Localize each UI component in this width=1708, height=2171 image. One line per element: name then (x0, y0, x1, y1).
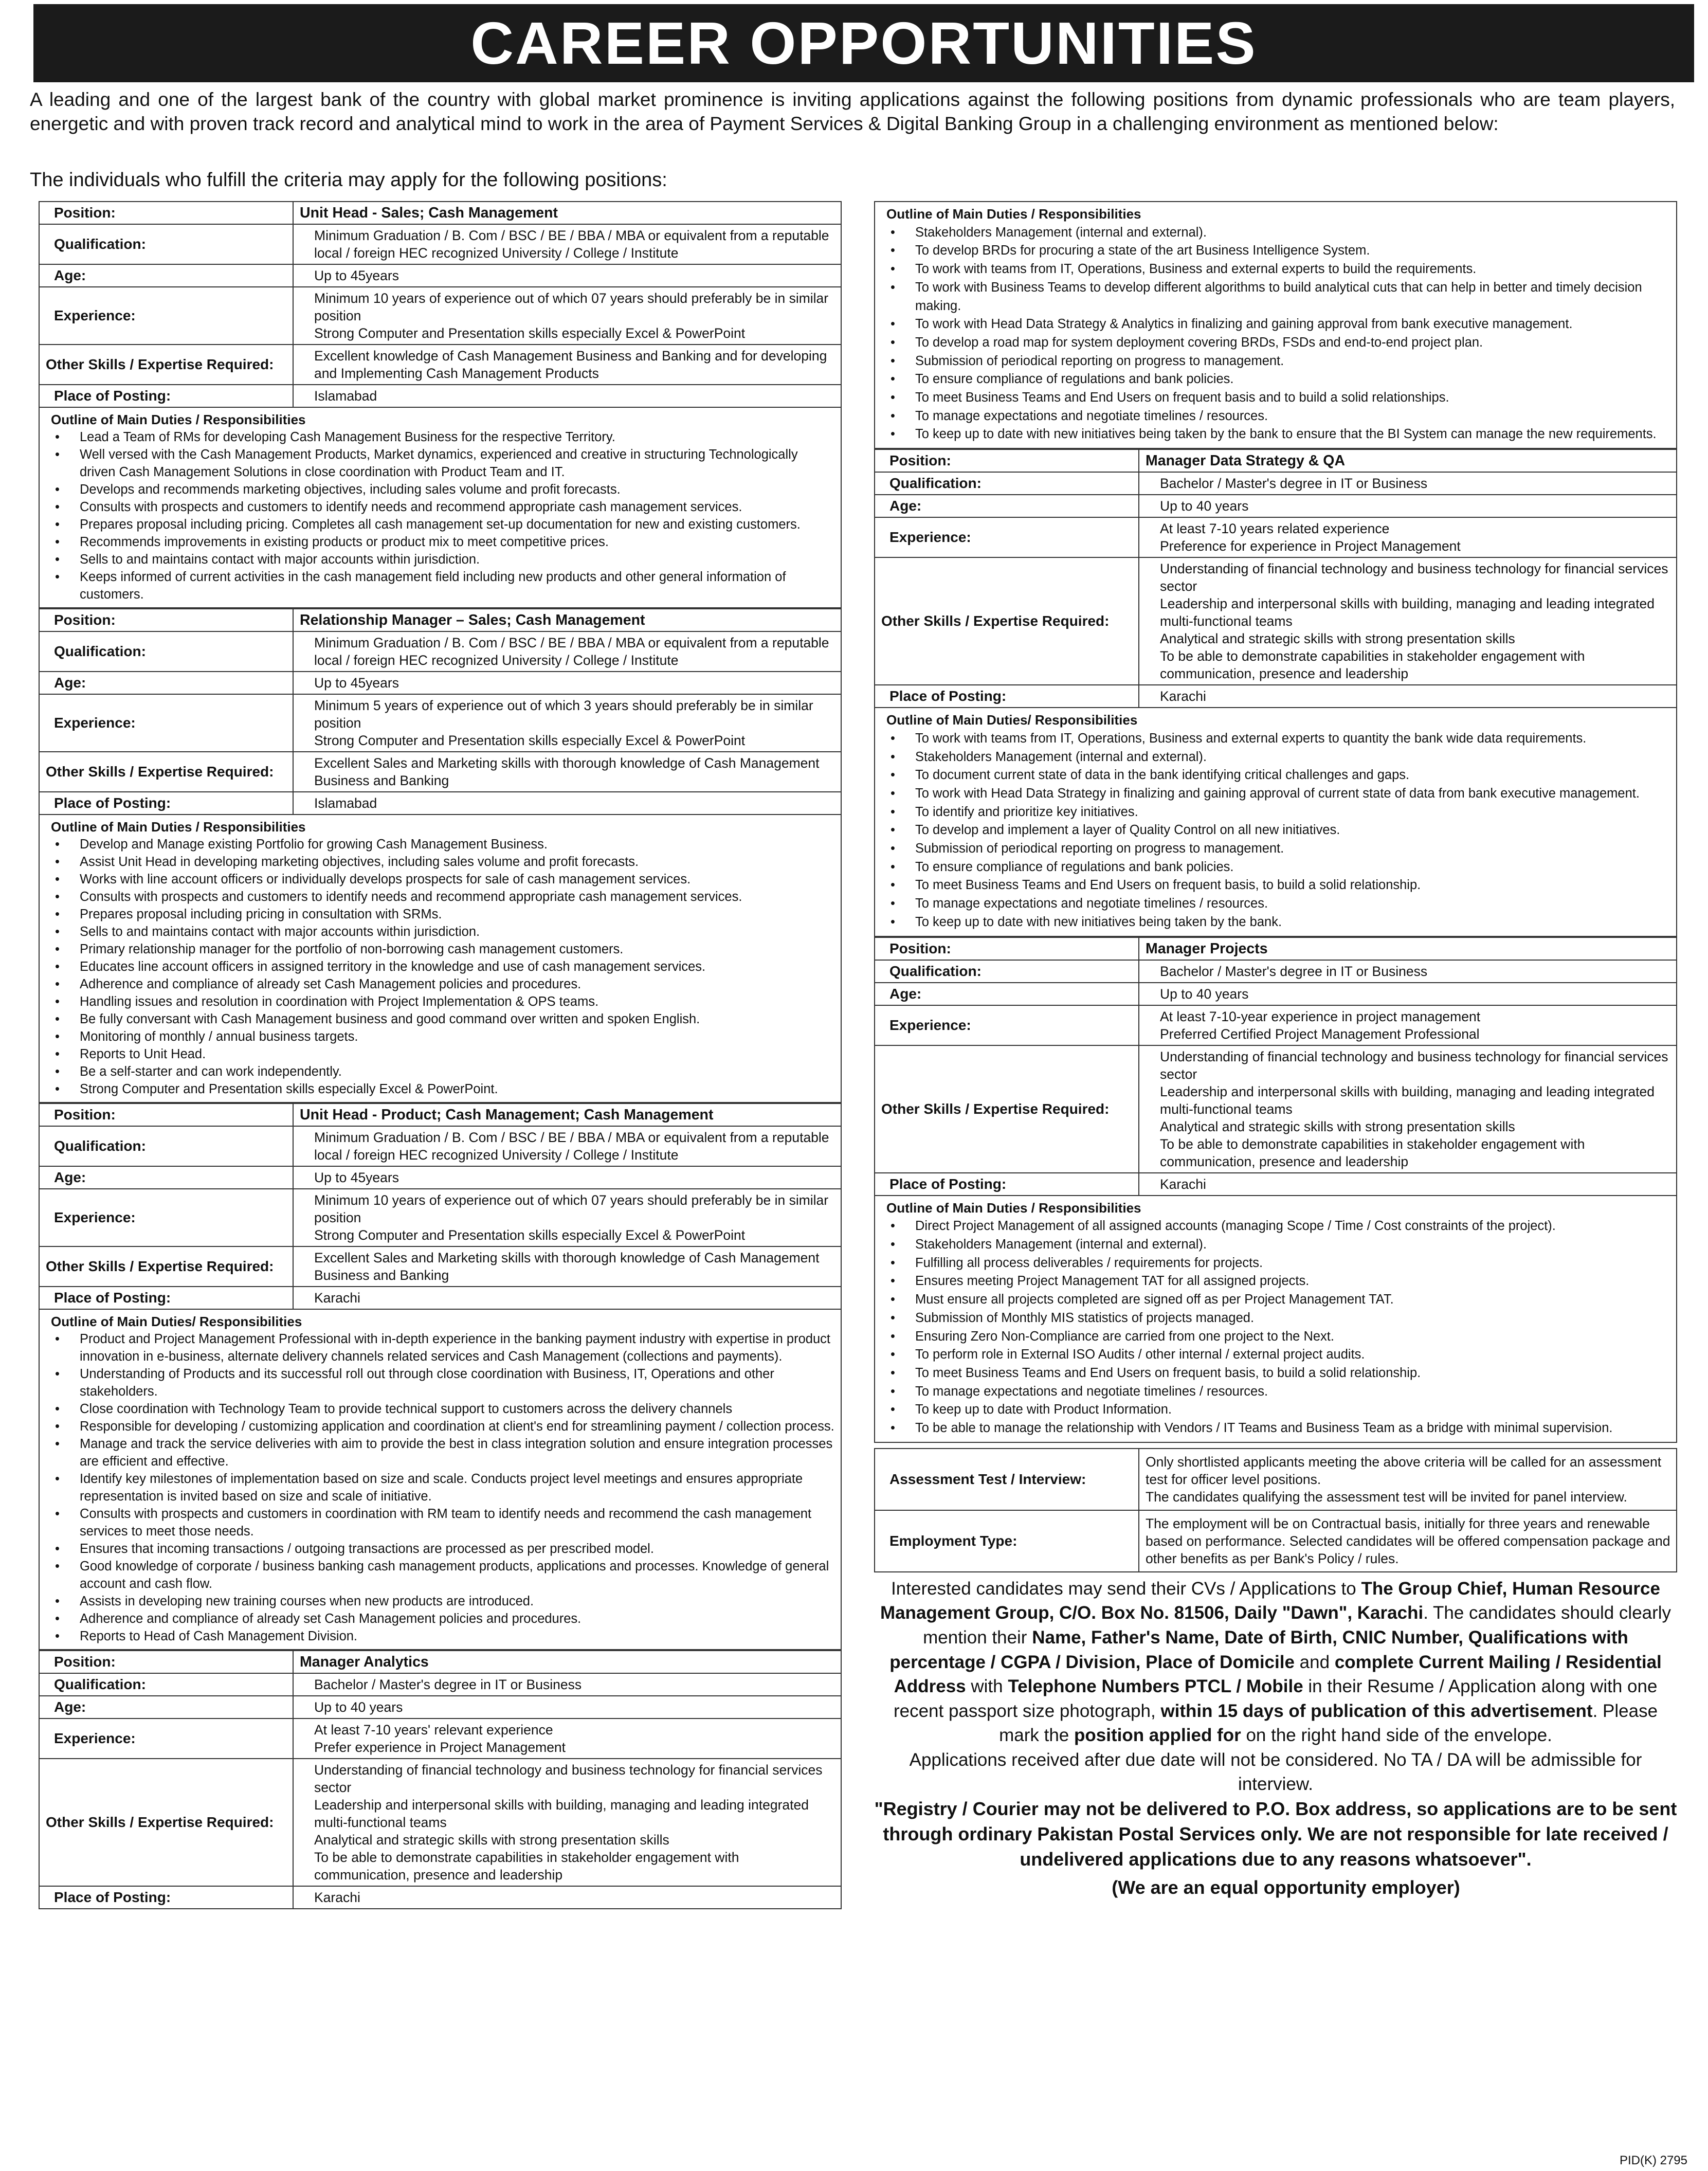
other-skills-value (293, 1759, 841, 1886)
instruction-fragment: Name, Father's Name, Date of Birth, CNIC Number, Qualifications with percentage / CGPA / Division, Place of Domicile (889, 1627, 1628, 1672)
other-skills-line: Excellent Sales and Marketing skills with thorough knowledge of Cash Management Business and Banking (314, 1250, 820, 1283)
duty-item: • Consults with prospects and customers in coordination with RM team to identify needs and recommend the cash management services to meet those needs. (51, 1505, 837, 1540)
position-label: Position: (39, 1103, 293, 1126)
experience-label: Experience: (39, 694, 293, 752)
place-value: Islamabad (293, 385, 841, 407)
duties-list (886, 730, 1672, 932)
age-value: Up to 40 years (1139, 983, 1677, 1005)
experience-value (293, 287, 841, 345)
place-value: Karachi (1139, 685, 1677, 708)
duty-item: • To meet Business Teams and End Users on frequent basis, to build a solid relationship. (886, 876, 1672, 895)
age-value: Up to 45years (293, 672, 841, 694)
place-value: Karachi (1139, 1173, 1677, 1196)
qualification-value: Bachelor / Master's degree in IT or Business (293, 1673, 841, 1696)
job-spec-table (39, 201, 842, 408)
other-skills-value (1139, 557, 1677, 685)
position-value: Unit Head - Product; Cash Management; Cash Management (293, 1103, 841, 1126)
duty-item: • Primary relationship manager for the portfolio of non-borrowing cash management customers. (51, 940, 837, 958)
qualification-value: Minimum Graduation / B. Com / BSC / BE / BBA / MBA or equivalent from a reputable local / foreign HEC recognized University / College / Institute (293, 1126, 841, 1166)
other-skills-value (293, 345, 841, 385)
experience-label: Experience: (875, 1005, 1139, 1045)
employment-type-value (1139, 1510, 1677, 1572)
experience-label: Experience: (39, 1718, 293, 1759)
intro-paragraph: A leading and one of the largest bank of the country with global market prominence is inviting applications against the following positions from dynamic professionals who are team players, energetic and with proven track record and analytical mind to work in the area of Payment Services & Digital Banking Group in a challenging environment as mentioned below: (30, 89, 1675, 134)
instruction-fragment: complete Current Mailing / Residential Address (894, 1652, 1662, 1697)
place-label: Place of Posting: (39, 385, 293, 407)
assessment-label: Assessment Test / Interview: (875, 1449, 1139, 1510)
duty-item: • Be fully conversant with Cash Management business and good command over written and spoken English. (51, 1010, 837, 1028)
duty-item: • To meet Business Teams and End Users on frequent basis, to build a solid relationship. (886, 1364, 1672, 1383)
assessment-line: Only shortlisted applicants meeting the above criteria will be called for an assessment test for officer level positions. (1146, 1454, 1662, 1487)
age-value: Up to 40 years (293, 1696, 841, 1718)
position-label: Position: (875, 937, 1139, 960)
other-skills-line: Excellent Sales and Marketing skills with thorough knowledge of Cash Management Business and Banking (314, 755, 820, 788)
age-label: Age: (39, 264, 293, 287)
duty-item: • To work with Head Data Strategy & Analytics in finalizing and gaining approval from bank executive management. (886, 315, 1672, 334)
duty-item: • Consults with prospects and customers to identify needs and recommend appropriate cash management services. (51, 888, 837, 906)
duties-list (886, 224, 1672, 444)
position-value: Relationship Manager – Sales; Cash Management (293, 609, 841, 631)
duty-item: • Stakeholders Management (internal and external). (886, 1236, 1672, 1254)
duty-item: • Develop and Manage existing Portfolio for growing Cash Management Business. (51, 836, 837, 853)
duty-item: • Lead a Team of RMs for developing Cash Management Business for the respective Territory. (51, 428, 837, 446)
place-value: Karachi (293, 1886, 841, 1909)
duties-list (51, 836, 837, 1098)
duty-item: • Submission of periodical reporting on progress to management. (886, 840, 1672, 858)
duties-list (51, 1330, 837, 1645)
duty-item: • To work with teams from IT, Operations, Business and external experts to build the requirements. (886, 260, 1672, 279)
duty-item: • Reports to Unit Head. (51, 1045, 837, 1063)
duty-item: • To identify and prioritize key initiatives. (886, 803, 1672, 822)
other-skills-line: To be able to demonstrate capabilities in stakeholder engagement with communication, presence and leadership (1160, 648, 1585, 682)
position-label: Position: (39, 1651, 293, 1673)
position-value: Unit Head - Sales; Cash Management (293, 202, 841, 224)
duty-item: • Keeps informed of current activities in the cash management field including new products and other general information of customers. (51, 568, 837, 603)
instruction-fragment: . The candidates should clearly mention their (923, 1603, 1671, 1648)
other-skills-label: Other Skills / Expertise Required: (875, 1045, 1139, 1173)
experience-value (293, 1718, 841, 1759)
duty-item: • Good knowledge of corporate / business banking cash management products, applications and processes. Knowledge of general account and cash flow. (51, 1558, 837, 1593)
place-value: Karachi (293, 1287, 841, 1309)
job-spec-table (39, 1103, 842, 1310)
instruction-fragment: position applied for (1074, 1725, 1241, 1746)
duty-item: • Recommends improvements in existing products or product mix to meet competitive prices. (51, 533, 837, 551)
instruction-fragment: in their Resume / Application along with one recent passport size photograph, (893, 1676, 1658, 1721)
qualification-label: Qualification: (875, 472, 1139, 495)
duty-item: • Stakeholders Management (internal and external). (886, 748, 1672, 767)
instruction-fragment: Telephone Numbers PTCL / Mobile (1008, 1676, 1303, 1697)
instruction-fragment: and (1294, 1652, 1335, 1672)
duties-title: Outline of Main Duties / Responsibilities (51, 819, 306, 835)
duty-item: • Submission of periodical reporting on progress to management. (886, 352, 1672, 371)
duty-item: • Sells to and maintains contact with major accounts within jurisdiction. (51, 551, 837, 568)
experience-line: At least 7-10-year experience in project management (1160, 1008, 1481, 1024)
other-skills-line: Understanding of financial technology and business technology for financial services sector (1160, 561, 1668, 594)
duty-item: • To document current state of data in the bank identifying critical challenges and gaps. (886, 766, 1672, 785)
right-column (874, 201, 1677, 1898)
postal-warning: "Registry / Courier may not be delivered to P.O. Box address, so applications are to be sent through ordinary Pakistan Postal Services only. We are not responsible for late received / undelivered applications due to any reasons whatsoever". (874, 1798, 1677, 1870)
due-date-note: Applications received after due date will not be considered. No TA / DA will be admissible for interview. (909, 1749, 1642, 1794)
instruction-fragment: The Group Chief, Human Resource Management Group, C/O. Box No. 81506, Daily "Dawn", Karachi (880, 1578, 1660, 1623)
duty-item: • Adherence and compliance of already set Cash Management policies and procedures. (51, 975, 837, 993)
duty-item: • Sells to and maintains contact with major accounts within jurisdiction. (51, 923, 837, 940)
assessment-line: The candidates qualifying the assessment test will be invited for panel interview. (1146, 1489, 1627, 1505)
duty-item: • To manage expectations and negotiate timelines / resources. (886, 407, 1672, 426)
duty-item: • Close coordination with Technology Team to provide technical support to customers across the delivery channels (51, 1400, 837, 1418)
duty-item: • Be a self-starter and can work independently. (51, 1063, 837, 1080)
qualification-label: Qualification: (39, 224, 293, 264)
experience-line: At least 7-10 years related experience (1160, 521, 1390, 537)
duties-list (886, 1217, 1672, 1437)
duty-item: • To keep up to date with new initiatives being taken by the bank. (886, 913, 1672, 932)
position-label: Position: (875, 449, 1139, 472)
experience-line: At least 7-10 years' relevant experience (314, 1722, 553, 1738)
duty-item: • Strong Computer and Presentation skills especially Excel & PowerPoint. (51, 1080, 837, 1098)
other-skills-line: Leadership and interpersonal skills with building, managing and leading integrated multi-functional teams (314, 1797, 809, 1830)
experience-line: Minimum 5 years of experience out of which 3 years should preferably be in similar position (314, 698, 813, 731)
qualification-value: Bachelor / Master's degree in IT or Business (1139, 472, 1677, 495)
experience-line: Preferred Certified Project Management Professional (1160, 1026, 1480, 1042)
duty-item: • Ensuring Zero Non-Compliance are carried from one project to the Next. (886, 1328, 1672, 1346)
instruction-fragment: within 15 days of publication of this advertisement (1160, 1700, 1593, 1721)
duty-item: • To keep up to date with new initiatives being taken by the bank to ensure that the BI System can manage the new requirements. (886, 425, 1672, 444)
position-label: Position: (39, 609, 293, 631)
duty-item: • To meet Business Teams and End Users on frequent basis and to build a solid relationships. (886, 389, 1672, 407)
qualification-value: Bachelor / Master's degree in IT or Business (1139, 960, 1677, 983)
duty-item: • Handling issues and resolution in coordination with Project Implementation & OPS teams. (51, 993, 837, 1010)
assessment-value (1139, 1449, 1677, 1510)
job-spec-table (39, 608, 842, 815)
employment-type-line: The employment will be on Contractual basis, initially for three years and renewable based on performance. Selected candidates will be offered compensation package and other benefits as per Bank's Policy / rules. (1146, 1515, 1670, 1566)
other-skills-line: Analytical and strategic skills with strong presentation skills (314, 1832, 669, 1848)
experience-line: Preference for experience in Project Management (1160, 538, 1461, 554)
place-label: Place of Posting: (39, 1287, 293, 1309)
duty-item: • To develop and implement a layer of Quality Control on all new initiatives. (886, 821, 1672, 840)
experience-line: Strong Computer and Presentation skills especially Excel & PowerPoint (314, 733, 746, 748)
duty-item: • To develop BRDs for procuring a state of the art Business Intelligence System. (886, 242, 1672, 260)
duty-item: • Develops and recommends marketing objectives, including sales volume and profit forecasts. (51, 481, 837, 498)
experience-line: Strong Computer and Presentation skills especially Excel & PowerPoint (314, 325, 746, 341)
other-skills-value (1139, 1045, 1677, 1173)
qualification-label: Qualification: (39, 1673, 293, 1696)
duties-section (39, 1310, 842, 1650)
place-label: Place of Posting: (39, 1886, 293, 1909)
duty-item: • Assist Unit Head in developing marketing objectives, including sales volume and profit forecasts. (51, 853, 837, 871)
instruction-fragment: on the right hand side of the envelope. (1241, 1725, 1552, 1746)
duties-section (874, 201, 1677, 449)
age-value: Up to 45years (293, 1166, 841, 1189)
duty-item: • Monitoring of monthly / annual business targets. (51, 1028, 837, 1045)
job-block (39, 1650, 842, 1909)
place-value: Islamabad (293, 792, 841, 815)
experience-line: Minimum 10 years of experience out of which 07 years should preferably be in similar position (314, 1192, 829, 1225)
other-skills-label: Other Skills / Expertise Required: (875, 557, 1139, 685)
experience-label: Experience: (39, 1189, 293, 1246)
employment-type-label: Employment Type: (875, 1510, 1139, 1572)
duty-item: • To work with Business Teams to develop different algorithms to build analytical cuts that can help in better and timely decision making. (886, 279, 1672, 315)
equal-opportunity-line: (We are an equal opportunity employer) (1112, 1876, 1460, 1898)
experience-line: Strong Computer and Presentation skills especially Excel & PowerPoint (314, 1227, 746, 1243)
other-skills-line: Leadership and interpersonal skills with building, managing and leading integrated multi-functional teams (1160, 596, 1655, 629)
age-label: Age: (39, 1166, 293, 1189)
duty-item: • Ensures that incoming transactions / outgoing transactions are processed as per prescribed model. (51, 1540, 837, 1558)
duty-item: • To develop a road map for system deployment covering BRDs, FSDs and end-to-end project plan. (886, 334, 1672, 352)
duties-title: Outline of Main Duties / Responsibilities (886, 206, 1141, 222)
duty-item: • Educates line account officers in assigned territory in the knowledge and use of cash management services. (51, 958, 837, 975)
duty-item: • Fulfilling all process deliverables / requirements for projects. (886, 1254, 1672, 1273)
duty-item: • Reports to Head of Cash Management Division. (51, 1627, 837, 1645)
age-label: Age: (875, 983, 1139, 1005)
duties-title: Outline of Main Duties/ Responsibilities (51, 1314, 302, 1329)
other-skills-line: Excellent knowledge of Cash Management Business and Banking and for developing and Implementing Cash Management Products (314, 348, 827, 381)
duties-title: Outline of Main Duties/ Responsibilities (886, 712, 1138, 728)
instruction-fragment: with (966, 1676, 1008, 1697)
duties-section (874, 1196, 1677, 1443)
duties-list (51, 428, 837, 603)
job-block (39, 201, 842, 608)
duty-item: • Prepares proposal including pricing. Completes all cash management set-up documentation for new and existing customers. (51, 516, 837, 533)
other-skills-label: Other Skills / Expertise Required: (39, 1759, 293, 1886)
duty-item: • To work with teams from IT, Operations, Business and external experts to quantity the bank wide data requirements. (886, 730, 1672, 748)
duty-item: • To manage expectations and negotiate timelines / resources. (886, 895, 1672, 913)
page-title: CAREER OPPORTUNITIES (33, 4, 1694, 82)
duty-item: • Ensures meeting Project Management TAT for all assigned projects. (886, 1272, 1672, 1291)
experience-value (1139, 517, 1677, 557)
instruction-fragment: . Please mark the (999, 1700, 1658, 1746)
duties-title: Outline of Main Duties / Responsibilities (886, 1200, 1141, 1216)
application-instructions (874, 1577, 1677, 1748)
duty-item: • To be able to manage the relationship with Vendors / IT Teams and Business Team as a bridge with minimal supervision. (886, 1419, 1672, 1438)
duty-item: • To work with Head Data Strategy in finalizing and gaining approval of current state of data from bank executive management. (886, 785, 1672, 803)
duty-item: • Understanding of Products and its successful roll out through close coordination with Business, IT, Operations and other stakeholders. (51, 1365, 837, 1400)
other-skills-label: Other Skills / Expertise Required: (39, 1246, 293, 1287)
experience-line: Prefer experience in Project Management (314, 1740, 566, 1755)
duty-item: • Responsible for developing / customizing application and coordination at client's end for streamlining payment / collection process. (51, 1418, 837, 1435)
duty-item: • Identify key milestones of implementation based on size and scale. Conducts project level meetings and ensures appropriate representation is invited based on size and scale of initiative. (51, 1470, 837, 1505)
experience-value (293, 694, 841, 752)
position-label: Position: (39, 202, 293, 224)
duty-item: • Stakeholders Management (internal and external). (886, 224, 1672, 242)
job-block (39, 608, 842, 1103)
other-skills-line: Understanding of financial technology and business technology for financial services sector (314, 1762, 823, 1795)
place-label: Place of Posting: (875, 1173, 1139, 1196)
duty-item: • Works with line account officers or individually develops prospects for sale of cash management services. (51, 871, 837, 888)
assessment-table (874, 1448, 1677, 1572)
age-label: Age: (875, 495, 1139, 517)
qualification-value: Minimum Graduation / B. Com / BSC / BE / BBA / MBA or equivalent from a reputable local / foreign HEC recognized University / College / Institute (293, 631, 841, 672)
place-label: Place of Posting: (875, 685, 1139, 708)
place-label: Place of Posting: (39, 792, 293, 815)
age-value: Up to 40 years (1139, 495, 1677, 517)
apply-line: The individuals who fulfill the criteria may apply for the following positions: (30, 169, 667, 191)
duties-section (874, 708, 1677, 936)
duty-item: • To ensure compliance of regulations and bank policies. (886, 370, 1672, 389)
job-spec-table (39, 1650, 842, 1909)
other-skills-line: To be able to demonstrate capabilities in stakeholder engagement with communication, presence and leadership (1160, 1136, 1585, 1169)
duties-section (39, 815, 842, 1103)
age-label: Age: (39, 672, 293, 694)
duty-item: • Direct Project Management of all assigned accounts (managing Scope / Time / Cost constraints of the project). (886, 1217, 1672, 1236)
qualification-label: Qualification: (875, 960, 1139, 983)
duty-item: • Submission of Monthly MIS statistics of projects managed. (886, 1309, 1672, 1328)
other-skills-label: Other Skills / Expertise Required: (39, 345, 293, 385)
instruction-fragment: Interested candidates may send their CVs / Applications to (891, 1578, 1361, 1599)
other-skills-value (293, 1246, 841, 1287)
experience-label: Experience: (875, 517, 1139, 557)
duty-item: • Well versed with the Cash Management Products, Market dynamics, experienced and creative in structuring Technologically driven Cash Management Solutions in close coordination with Product Team and IT. (51, 446, 837, 481)
duty-item: • Prepares proposal including pricing in consultation with SRMs. (51, 906, 837, 923)
age-label: Age: (39, 1696, 293, 1718)
other-skills-line: Analytical and strategic skills with strong presentation skills (1160, 1118, 1515, 1134)
experience-value (293, 1189, 841, 1246)
duties-title: Outline of Main Duties / Responsibilities (51, 412, 306, 427)
job-block (874, 937, 1677, 1443)
age-value: Up to 45years (293, 264, 841, 287)
duty-item: • Adherence and compliance of already set Cash Management policies and procedures. (51, 1610, 837, 1627)
experience-line: Minimum 10 years of experience out of which 07 years should preferably be in similar position (314, 291, 829, 323)
job-spec-table (874, 449, 1677, 708)
duty-item: • To perform role in External ISO Audits / other internal / external project audits. (886, 1346, 1672, 1364)
duty-item: • Assists in developing new training courses when new products are introduced. (51, 1593, 837, 1610)
experience-value (1139, 1005, 1677, 1045)
other-skills-label: Other Skills / Expertise Required: (39, 752, 293, 792)
duties-section (39, 408, 842, 608)
qualification-label: Qualification: (39, 631, 293, 672)
duty-item: • To manage expectations and negotiate timelines / resources. (886, 1383, 1672, 1401)
publication-id: PID(K) 2795 (1619, 2154, 1687, 2167)
duty-item: • To keep up to date with Product Information. (886, 1401, 1672, 1419)
left-column (39, 201, 842, 1909)
position-value: Manager Projects (1139, 937, 1677, 960)
job-block (39, 1103, 842, 1650)
position-value: Manager Analytics (293, 1651, 841, 1673)
duty-item: • Product and Project Management Professional with in-depth experience in the banking payment industry with expertise in product innovation in e-business, alternate delivery channels related services and Cash Management (collections and payments). (51, 1330, 837, 1365)
qualification-label: Qualification: (39, 1126, 293, 1166)
duty-item: • Consults with prospects and customers to identify needs and recommend appropriate cash management services. (51, 498, 837, 516)
position-value: Manager Data Strategy & QA (1139, 449, 1677, 472)
other-skills-line: To be able to demonstrate capabilities in stakeholder engagement with communication, presence and leadership (314, 1850, 739, 1883)
duty-item: • Must ensure all projects completed are signed off as per Project Management TAT. (886, 1291, 1672, 1309)
qualification-value: Minimum Graduation / B. Com / BSC / BE / BBA / MBA or equivalent from a reputable local / foreign HEC recognized University / College / Institute (293, 224, 841, 264)
job-spec-table (874, 937, 1677, 1196)
other-skills-line: Understanding of financial technology and business technology for financial services sector (1160, 1048, 1668, 1082)
experience-label: Experience: (39, 287, 293, 345)
other-skills-line: Analytical and strategic skills with strong presentation skills (1160, 631, 1515, 647)
other-skills-line: Leadership and interpersonal skills with building, managing and leading integrated multi-functional teams (1160, 1083, 1655, 1117)
other-skills-value (293, 752, 841, 792)
job-block (874, 449, 1677, 936)
duty-item: • Manage and track the service deliveries with aim to provide the best in class integration solution and ensure integration processes are efficient and effective. (51, 1435, 837, 1470)
duty-item: • To ensure compliance of regulations and bank policies. (886, 858, 1672, 877)
